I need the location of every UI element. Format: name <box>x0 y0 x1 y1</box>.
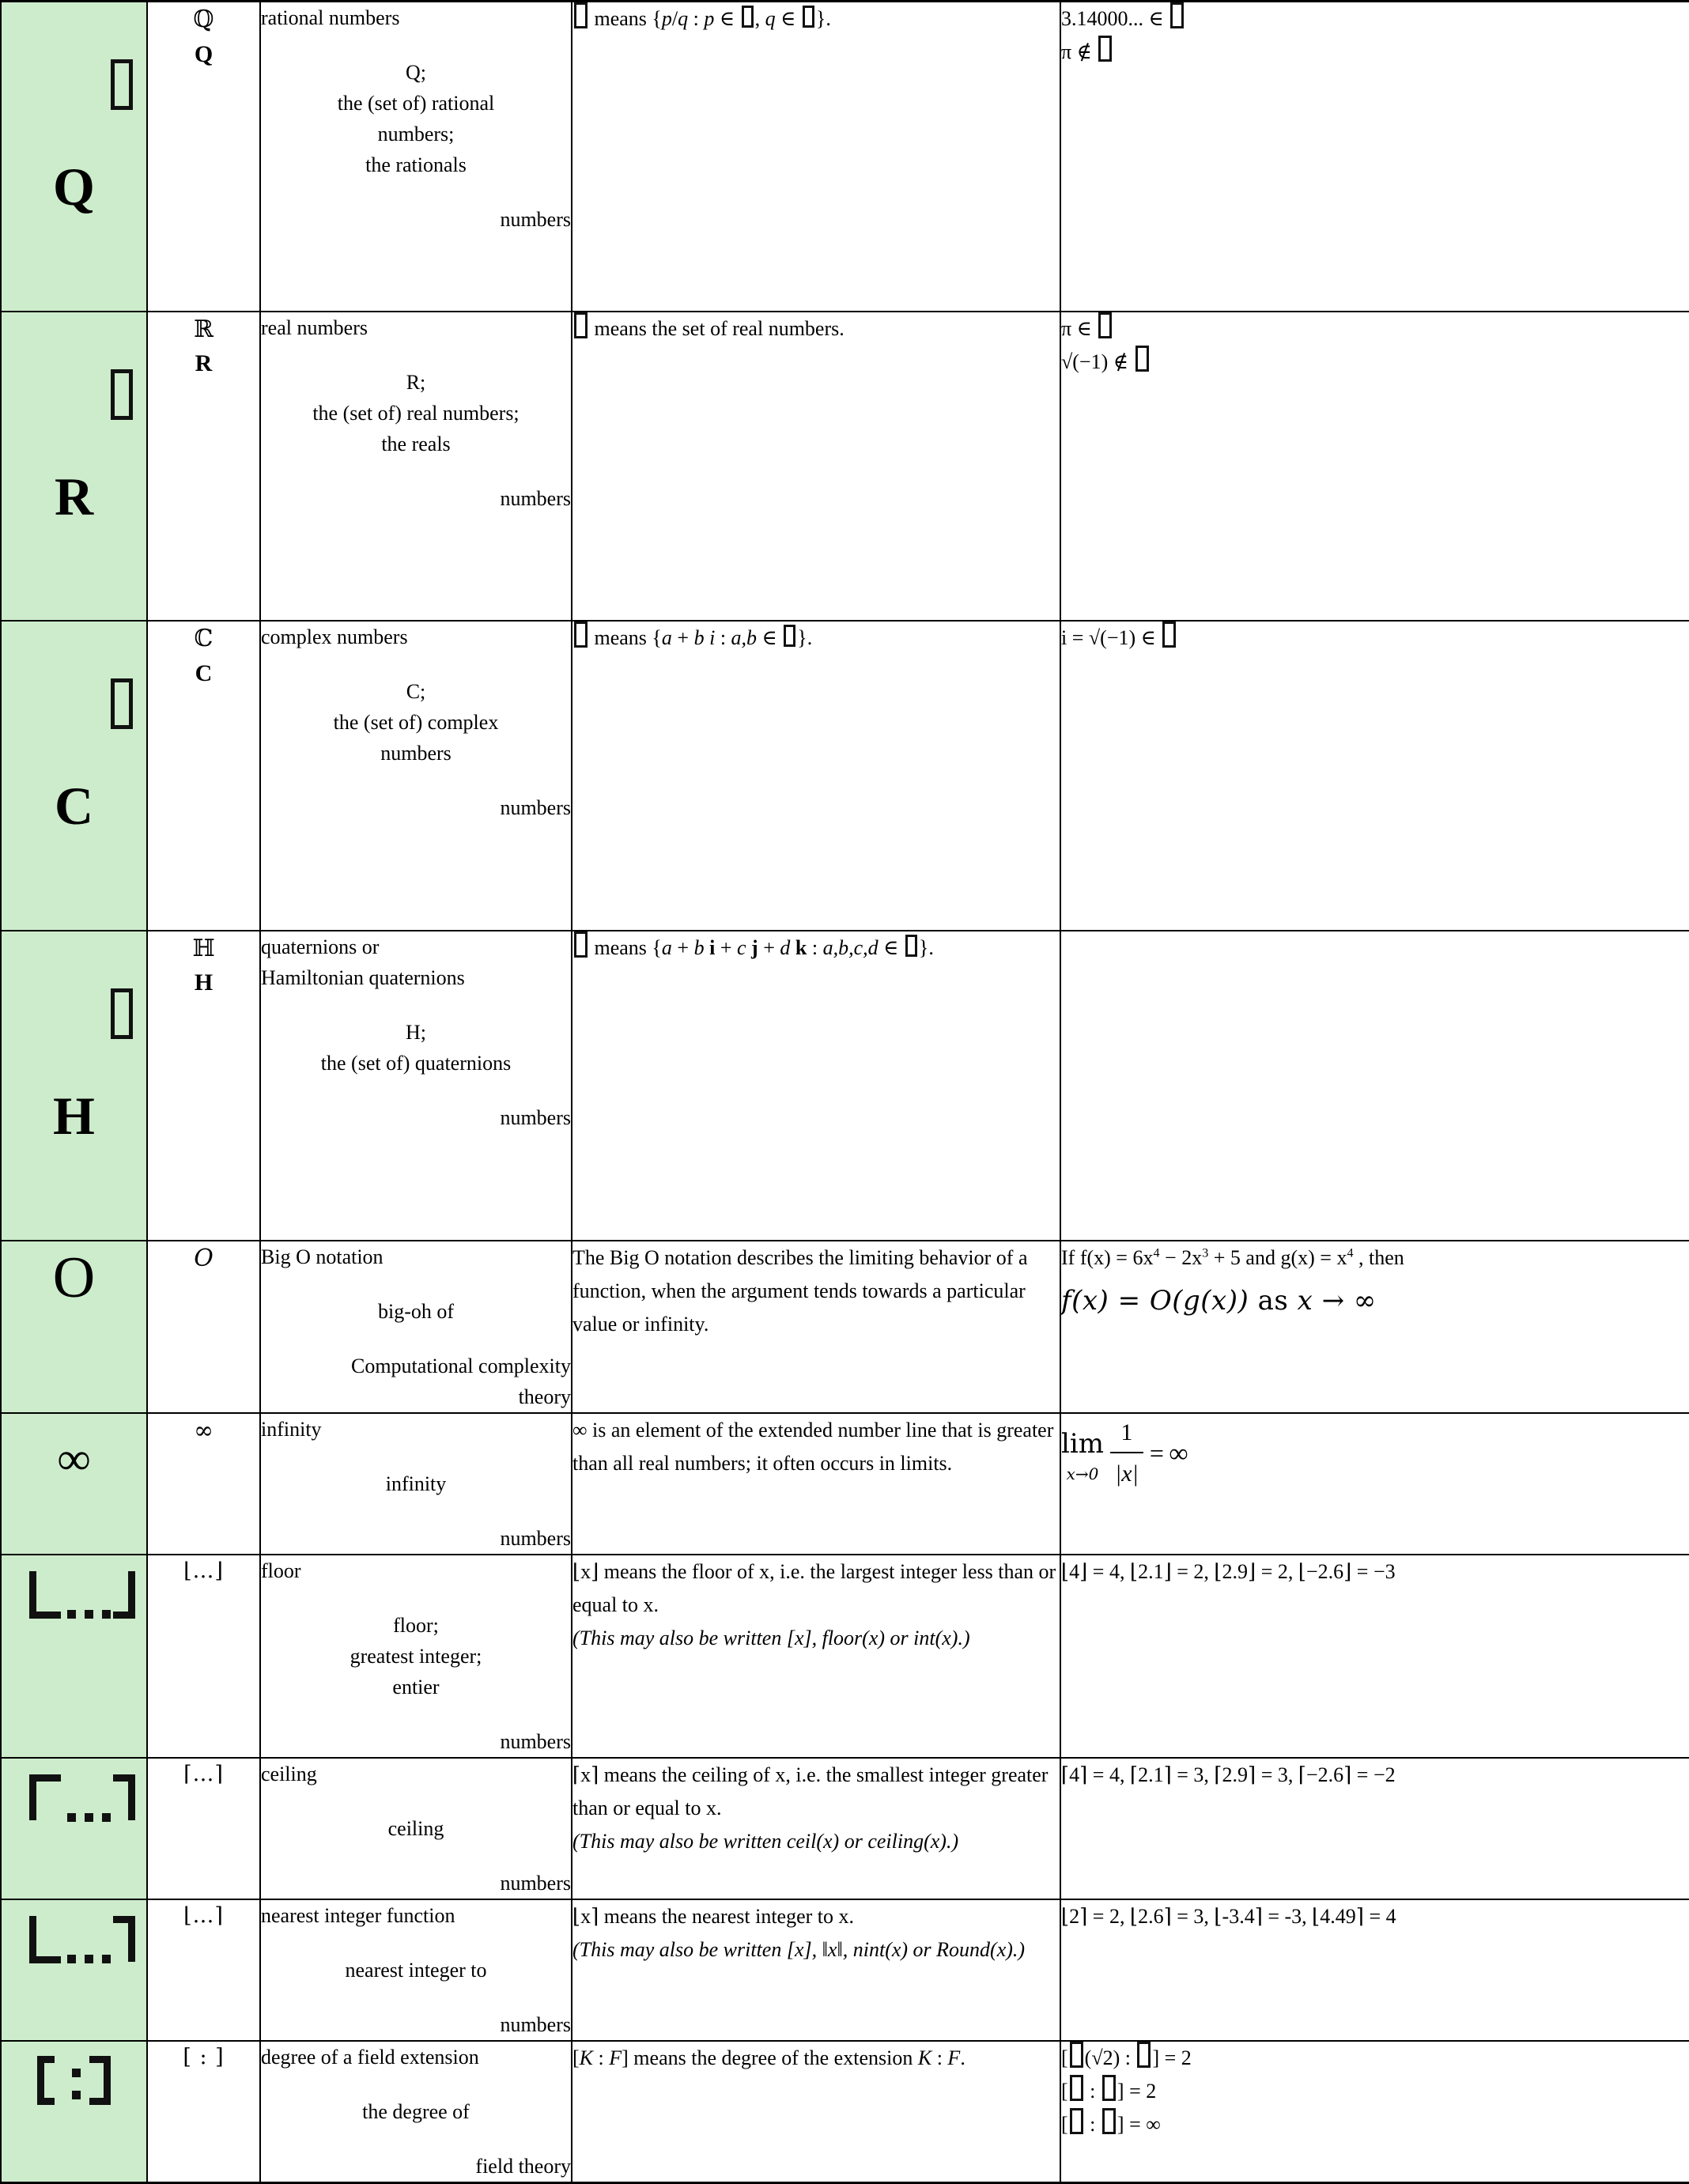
unicode-bold-glyph: R <box>195 350 213 377</box>
meaning-cell-quaternions: means {a + b i + c j + d k : a,b,c,d ∈ }. <box>572 931 1060 1241</box>
unicode-bold-glyph: H <box>194 969 213 996</box>
tofu-box-icon <box>1098 36 1112 62</box>
read-as-line: greatest integer; <box>350 1644 482 1668</box>
read-as-group <box>261 367 571 459</box>
symbol-name: ceiling <box>261 1762 317 1785</box>
unicode-cell-big-o-notation <box>147 1241 260 1413</box>
name-cell-infinity <box>260 1413 572 1555</box>
unicode-bold-glyph: Q <box>194 40 213 67</box>
meaning-cell-big-o-notation: The Big O notation describes the limiting behavior of a function, when the argument tends towards a particular value or infinity. <box>572 1241 1060 1413</box>
read-as-line: big-oh of <box>377 1299 455 1323</box>
unicode-blackboard-glyph: ℍ <box>192 934 215 962</box>
read-as-line: the (set of) real numbers; <box>312 401 520 425</box>
nearest-integer-bracket-icon <box>15 1911 134 1973</box>
symbol-cell-floor <box>1 1555 147 1758</box>
read-as-line: numbers; <box>377 123 455 145</box>
unicode-cell-degree-of-a-field-extension <box>147 2041 260 2183</box>
big-symbol-glyph <box>2 622 146 930</box>
tofu-box-icon <box>111 678 133 729</box>
floor-bracket-icon <box>15 1566 134 1628</box>
category-group <box>261 1102 571 1133</box>
unicode-nearest-integer-glyph: ⌊…⌉ <box>183 1902 225 1928</box>
tofu-box-icon <box>111 988 133 1039</box>
symbol-name: real numbers <box>261 316 368 339</box>
big-symbol-letter: C <box>54 776 94 837</box>
name-cell-degree-of-a-field-extension <box>260 2041 572 2183</box>
symbol-name: floor <box>261 1559 301 1582</box>
example-cell-ceiling <box>1060 1758 1689 1899</box>
example-line: π ∈ <box>1061 312 1689 346</box>
read-as-line: Q; <box>406 61 426 84</box>
tofu-box-icon <box>574 931 588 958</box>
unicode-floor-glyph: ⌊…⌋ <box>183 1558 225 1583</box>
category-line: numbers <box>500 1871 571 1895</box>
category-line: numbers <box>500 1526 571 1550</box>
read-as-line: floor; <box>393 1613 439 1637</box>
symbol-name: nearest integer function <box>261 1903 455 1927</box>
category-group <box>261 1351 571 1412</box>
big-symbol-glyph <box>2 312 146 621</box>
read-as-group <box>261 1296 571 1327</box>
symbol-name: degree of a field extension <box>261 2045 479 2069</box>
example-cell-complex-numbers <box>1060 621 1689 931</box>
symbol-cell-ceiling <box>1 1758 147 1899</box>
unicode-infinity-glyph: ∞ <box>194 1416 213 1445</box>
unicode-bold-glyph: C <box>195 659 213 686</box>
name-cell-quaternions <box>260 931 572 1241</box>
fraction-denominator: |x| <box>1115 1460 1139 1487</box>
meaning-text: ⌊x⌋ means the floor of x, i.e. the largest integer less than or equal to x. <box>572 1559 1056 1616</box>
symbol-cell-complex-numbers <box>1 621 147 931</box>
category-group <box>261 204 571 235</box>
tofu-box-icon <box>574 622 588 648</box>
tofu-box-icon <box>574 312 588 338</box>
example-line: ⌈4⌉ = 4, ⌈2.1⌉ = 3, ⌈2.9⌉ = 3, ⌈−2.6⌉ = −2 <box>1061 1763 1396 1786</box>
read-as-group <box>261 1610 571 1702</box>
category-line: numbers <box>500 486 571 510</box>
example-line: i = √(−1) ∈ <box>1061 622 1689 655</box>
example-cell-real-numbers <box>1060 312 1689 622</box>
meaning-cell-complex-numbers: means {a + b i : a,b ∈ }. <box>572 621 1060 931</box>
ceiling-bracket-icon <box>15 1770 134 1831</box>
unicode-cell-ceiling <box>147 1758 260 1899</box>
tofu-box-icon <box>1102 2075 1116 2101</box>
name-cell-floor <box>260 1555 572 1758</box>
read-as-group <box>261 676 571 769</box>
tofu-box-icon <box>905 935 917 957</box>
symbol-name: quaternions or <box>261 935 380 958</box>
example-line: 3.14000... ∈ <box>1061 2 1689 36</box>
read-as-line: C; <box>406 680 426 704</box>
example-cell-nearest-integer-function <box>1060 1899 1689 2041</box>
name-cell-rational-numbers <box>260 2 572 312</box>
category-group <box>261 1523 571 1554</box>
example-cell-quaternions <box>1060 931 1689 1241</box>
big-symbol-letter: Q <box>53 157 95 217</box>
fraction <box>1110 1414 1143 1494</box>
field-extension-bracket-icon <box>15 2053 134 2114</box>
read-as-line: nearest integer to <box>345 1958 487 1982</box>
read-as-line: R; <box>406 370 426 394</box>
tofu-box-icon <box>1170 2 1184 28</box>
name-cell-big-o-notation <box>260 1241 572 1413</box>
table-row <box>1 312 1689 622</box>
table-row <box>1 1555 1689 1758</box>
meaning-note: (This may also be written [x], ‖x‖, nint(x) or Round(x).) <box>572 1937 1026 1961</box>
unicode-cell-nearest-integer-function <box>147 1899 260 2041</box>
read-as-line: the rationals <box>365 153 467 176</box>
lim-subscript: x→0 <box>1066 1464 1099 1484</box>
meaning-text: ⌈x⌉ means the ceiling of x, i.e. the smallest integer greater than or equal to x. <box>572 1763 1049 1819</box>
big-symbol-letter: ∞ <box>57 1432 91 1484</box>
category-group <box>261 792 571 823</box>
example-cell-degree-of-a-field-extension <box>1060 2041 1689 2183</box>
meaning-cell-floor <box>572 1555 1060 1758</box>
symbol-cell-rational-numbers <box>1 2 147 312</box>
category-line: Computational complexity <box>350 1354 571 1377</box>
read-as-line: the degree of <box>362 2099 470 2123</box>
tofu-box-icon <box>111 369 133 420</box>
big-symbol-glyph <box>2 931 146 1240</box>
symbol-cell-degree-of-a-field-extension <box>1 2041 147 2183</box>
unicode-ceiling-glyph: ⌈…⌉ <box>183 1761 225 1786</box>
meaning-cell-nearest-integer-function <box>572 1899 1060 2041</box>
category-group <box>261 1726 571 1757</box>
big-symbol-letter: H <box>53 1086 95 1147</box>
name-cell-real-numbers <box>260 312 572 622</box>
meaning-cell-degree-of-a-field-extension: [K : F] means the degree of the extension K : F. <box>572 2041 1060 2183</box>
category-line: theory <box>518 1385 571 1408</box>
equals-sign: = <box>1149 1438 1164 1468</box>
symbol-name: infinity <box>261 1417 322 1441</box>
example-line: √(−1) ∉ <box>1061 346 1689 379</box>
symbol-cell-big-o-notation <box>1 1241 147 1413</box>
unicode-cell-real-numbers <box>147 312 260 622</box>
read-as-group <box>261 1813 571 1844</box>
read-as-line: entier <box>392 1675 440 1698</box>
tofu-box-icon <box>1102 2108 1116 2134</box>
big-symbol-letter: O <box>52 1245 96 1310</box>
big-symbol-glyph <box>2 2 146 311</box>
category-line: numbers <box>500 796 571 820</box>
example-cell-big-o-notation <box>1060 1241 1689 1413</box>
unicode-cell-rational-numbers <box>147 2 260 312</box>
lim-label: lim <box>1061 1428 1104 1460</box>
table-row <box>1 931 1689 1241</box>
meaning-cell-real-numbers: means the set of real numbers. <box>572 312 1060 622</box>
limit-operator <box>1061 1423 1104 1487</box>
read-as-line: ceiling <box>387 1816 444 1840</box>
category-line: numbers <box>500 1729 571 1753</box>
example-line: ⌊4⌋ = 4, ⌊2.1⌋ = 2, ⌊2.9⌋ = 2, ⌊−2.6⌋ = −3 <box>1061 1559 1396 1583</box>
tofu-box-icon <box>1070 2042 1083 2068</box>
category-line: field theory <box>475 2154 571 2178</box>
category-group <box>261 483 571 514</box>
read-as-group <box>261 1955 571 1986</box>
read-as-group <box>261 2096 571 2127</box>
read-as-group <box>261 57 571 180</box>
example-line: If $f(x) = 6x^4 - 2x^3 + 5$ and $g(x) = x^4$ , then <box>1061 1245 1404 1269</box>
tofu-box-icon <box>111 59 133 110</box>
category-group <box>261 2009 571 2040</box>
symbol-name: rational numbers <box>261 6 400 29</box>
table-row <box>1 2041 1689 2183</box>
example-cell-infinity <box>1060 1413 1689 1555</box>
table-row <box>1 2 1689 312</box>
unicode-colon-bracket-glyph: [ : ] <box>183 2044 225 2069</box>
read-as-group <box>261 1468 571 1499</box>
read-as-line: infinity <box>385 1472 447 1495</box>
tofu-box-icon <box>1162 622 1176 648</box>
category-group <box>261 2151 571 2182</box>
table-row <box>1 1899 1689 2041</box>
example-line: [ : ] = 2 <box>1061 2075 1689 2108</box>
unicode-cell-floor <box>147 1555 260 1758</box>
tofu-box-icon <box>1070 2075 1083 2101</box>
meaning-note: (This may also be written ceil(x) or ceiling(x).) <box>572 1829 959 1853</box>
symbol-name: complex numbers <box>261 625 408 649</box>
meaning-text: ⌊x⌉ means the nearest integer to x. <box>572 1904 855 1928</box>
tofu-box-icon <box>784 625 795 647</box>
fraction-numerator: 1 <box>1120 1419 1133 1445</box>
unicode-cell-complex-numbers <box>147 621 260 931</box>
example-line: [ : ] = ∞ <box>1061 2108 1689 2141</box>
read-as-line: the (set of) quaternions <box>320 1051 512 1075</box>
infinity-symbol: ∞ <box>1169 1438 1188 1468</box>
read-as-line: the (set of) rational <box>337 92 495 115</box>
symbol-cell-quaternions <box>1 931 147 1241</box>
example-line: π ∉ <box>1061 36 1689 69</box>
symbol-name-alt: Hamiltonian quaternions <box>261 965 465 989</box>
tofu-box-icon <box>574 2 588 28</box>
unicode-cell-infinity <box>147 1413 260 1555</box>
example-line: ⌊2⌉ = 2, ⌊2.6⌉ = 3, ⌊-3.4⌉ = -3, ⌊4.49⌉ = 4 <box>1061 1904 1396 1928</box>
tofu-box-icon <box>1135 346 1149 372</box>
read-as-line: H; <box>406 1020 426 1044</box>
example-formula: f(x) = O(g(x)) as x → ∞ <box>1061 1284 1377 1317</box>
name-cell-nearest-integer-function <box>260 1899 572 2041</box>
symbol-cell-infinity <box>1 1413 147 1555</box>
table-row <box>1 1413 1689 1555</box>
tofu-box-icon <box>742 6 754 28</box>
tofu-box-icon <box>1098 312 1112 338</box>
category-line: numbers <box>500 1105 571 1129</box>
meaning-cell-infinity: ∞ is an element of the extended number line that is greater than all real numbers; it often occurs in limits. <box>572 1413 1060 1555</box>
table-row <box>1 1241 1689 1413</box>
unicode-cell-quaternions <box>147 931 260 1241</box>
read-as-line: the reals <box>381 432 451 455</box>
meaning-cell-rational-numbers: means {p/q : p ∈ , q ∈ }. <box>572 2 1060 312</box>
name-cell-complex-numbers <box>260 621 572 931</box>
meaning-cell-ceiling <box>572 1758 1060 1899</box>
example-line: [ (√2) : ] = 2 <box>1061 2042 1689 2075</box>
category-line: numbers <box>500 2012 571 2036</box>
name-cell-ceiling <box>260 1758 572 1899</box>
symbol-cell-real-numbers <box>1 312 147 622</box>
tofu-box-icon <box>1137 2042 1151 2068</box>
read-as-line: numbers <box>380 742 452 765</box>
unicode-italic-glyph: O <box>194 1244 213 1272</box>
table-row <box>1 621 1689 931</box>
meaning-note: (This may also be written [x], floor(x) or int(x).) <box>572 1626 970 1649</box>
unicode-blackboard-glyph: ℚ <box>193 6 214 33</box>
tofu-box-icon <box>1070 2108 1083 2134</box>
category-group <box>261 1868 571 1899</box>
symbol-name: Big O notation <box>261 1245 384 1268</box>
tofu-box-icon <box>803 6 814 28</box>
unicode-blackboard-glyph: ℂ <box>194 625 213 653</box>
read-as-group <box>261 1017 571 1079</box>
unicode-blackboard-glyph: ℝ <box>194 315 213 343</box>
read-as-line: the (set of) complex <box>333 711 499 735</box>
big-symbol-letter: R <box>54 466 94 527</box>
example-cell-floor <box>1060 1555 1689 1758</box>
example-cell-rational-numbers <box>1060 2 1689 312</box>
category-line: numbers <box>500 208 571 231</box>
symbol-cell-nearest-integer-function <box>1 1899 147 2041</box>
table-row <box>1 1758 1689 1899</box>
